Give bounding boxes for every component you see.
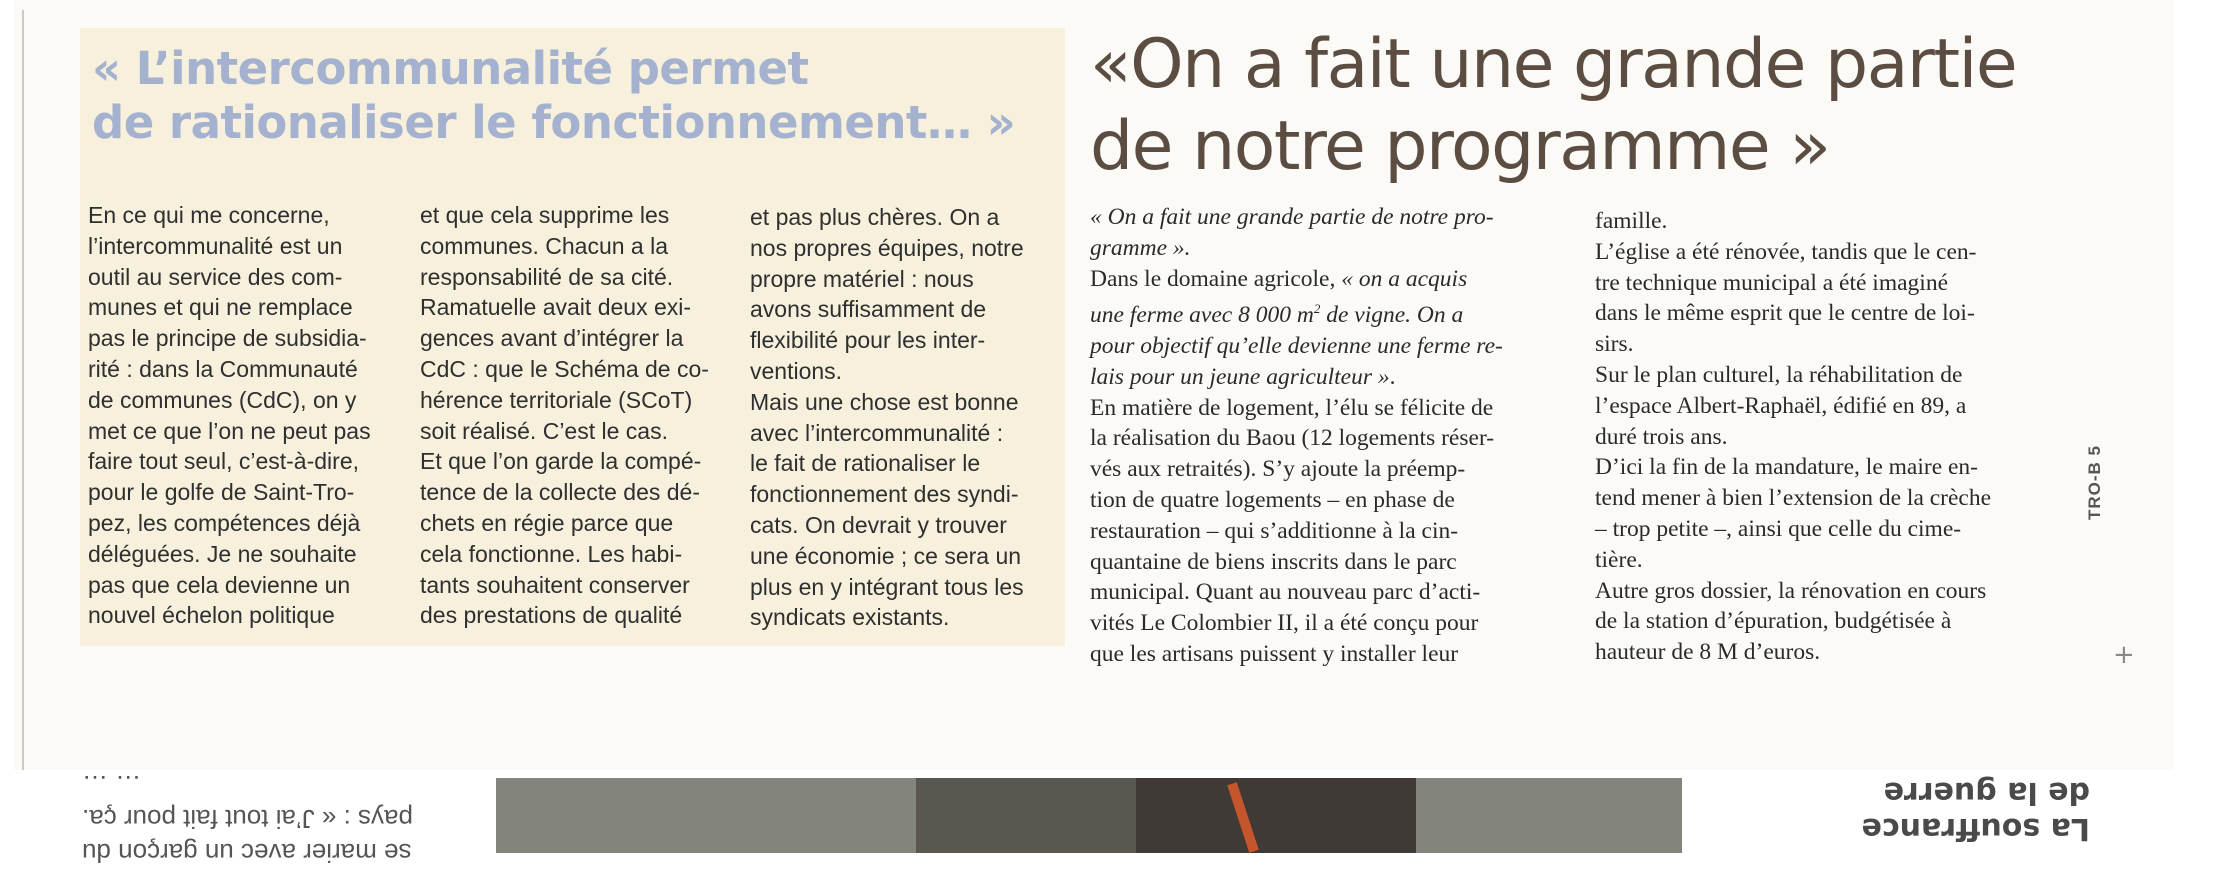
interview-column-1-text: En ce qui me concerne, l’intercommunalité est un outil au service des com- munes et qui ne remplace pas le principe de subsidia- rité : dans la Communauté de communes (CdC), on y met ce que l’on ne peut pas faire tout seul, c’est-à-dire, pour le golfe de Saint-Tro- pez, les compétences déjà déléguées. Je ne souhaite pas que cela devienne un nouvel échelon politique [88,202,371,629]
registration-mark: + [2113,640,2135,670]
article-quote: « On a fait une grande partie de notre pro- gramme ». [1090,204,1494,261]
bleed-body-text-content: se marier avec un garçon du pays : « J’ai tout fait pour ça. … … [82,770,413,868]
agriculture-lead: Dans le domaine agricole, [1090,265,1342,292]
agriculture-quote-b: de vigne. On a pour objectif qu’elle devienne une ferme re- lais pour un jeune agriculteur » [1090,302,1503,390]
interview-column-2-text: et que cela supprime les communes. Chacun a la responsabilité de sa cité. Ramatuelle avait deux exi- gences avant d’intégrer la CdC : que le Schéma de co- hérence territoriale (SCoT) soit réalisé. C’est le cas. Et que l’on garde la compé- tence de la collecte des dé- chets en régie parce que cela fonctionne. Les habi- tants souhaitent conserver des prestations de qualité [420,202,709,629]
article-column-2-text: famille. L’église a été rénovée, tandis que le cen- tre technique municipal a été imaginé dans le même esprit que le centre de loi- sirs. Sur le plan culturel, la réhabilitation de l’espace Albert-Raphaël, édifié en 89, a duré trois ans. D’ici la fin de la mandature, le maire en- tend mener à bien l’extension de la crèche – trop petite –, ainsi que celle du cime- tière. Autre gros dossier, la rénovation en cours de la station d’épuration, budgétisée à hauteur de 8 M d’euros. [1595,208,1992,666]
agriculture-quote-a: « on a acquis une ferme avec 8 000 m [1090,265,1468,329]
interview-column-1 [88,200,398,631]
article-housing-paragraph: En matière de logement, l’élu se félicite de la réalisation du Baou (12 logements réser- vés aux retraités). S’y ajoute la préemp- tion de quatre logements – en phase de restauration – qui s’additionne à la cin- quantaine de biens inscrits dans le parc municipal. Quant au nouveau parc d’acti- vités Le Colombier II, il a été conçu pour que les artisans puissent y installer leur [1090,394,1495,667]
bleed-headline-text: La souffrance de la guerre [1861,775,2090,846]
photo-dark-area [1136,778,1416,853]
article-quote-paragraph [1090,202,1570,264]
bleed-headline [1860,774,2090,846]
article-headline: «On a fait une grande partie de notre programme » [1090,25,2017,186]
article-column-1 [1090,202,1570,670]
squared-superscript: 2 [1313,301,1321,317]
page-fold-line [22,10,24,770]
article-agriculture-paragraph [1090,264,1570,393]
bleed-photo [496,778,1682,853]
page-folio: TRO-B 5 [2085,445,2104,520]
interview-column-3-text: et pas plus chères. On a nos propres équipes, notre propre matériel : nous avons suffisamment de flexibilité pour les inter- ventions. Mais une chose est bonne avec l’intercommunalité : le fait de rationaliser le fonctionnement des syndi- cats. On devrait y trouver une économie ; ce sera un plus en y intégrant tous les syndicats existants. [750,204,1024,631]
interview-title: « L’intercommunalité permet de rationaliser le fonctionnement… » [92,42,1016,149]
agriculture-end: . [1389,363,1396,390]
interview-column-3 [750,202,1060,633]
bleed-body-text [82,768,472,870]
article-column-2 [1595,206,2085,668]
interview-column-2 [420,200,730,631]
